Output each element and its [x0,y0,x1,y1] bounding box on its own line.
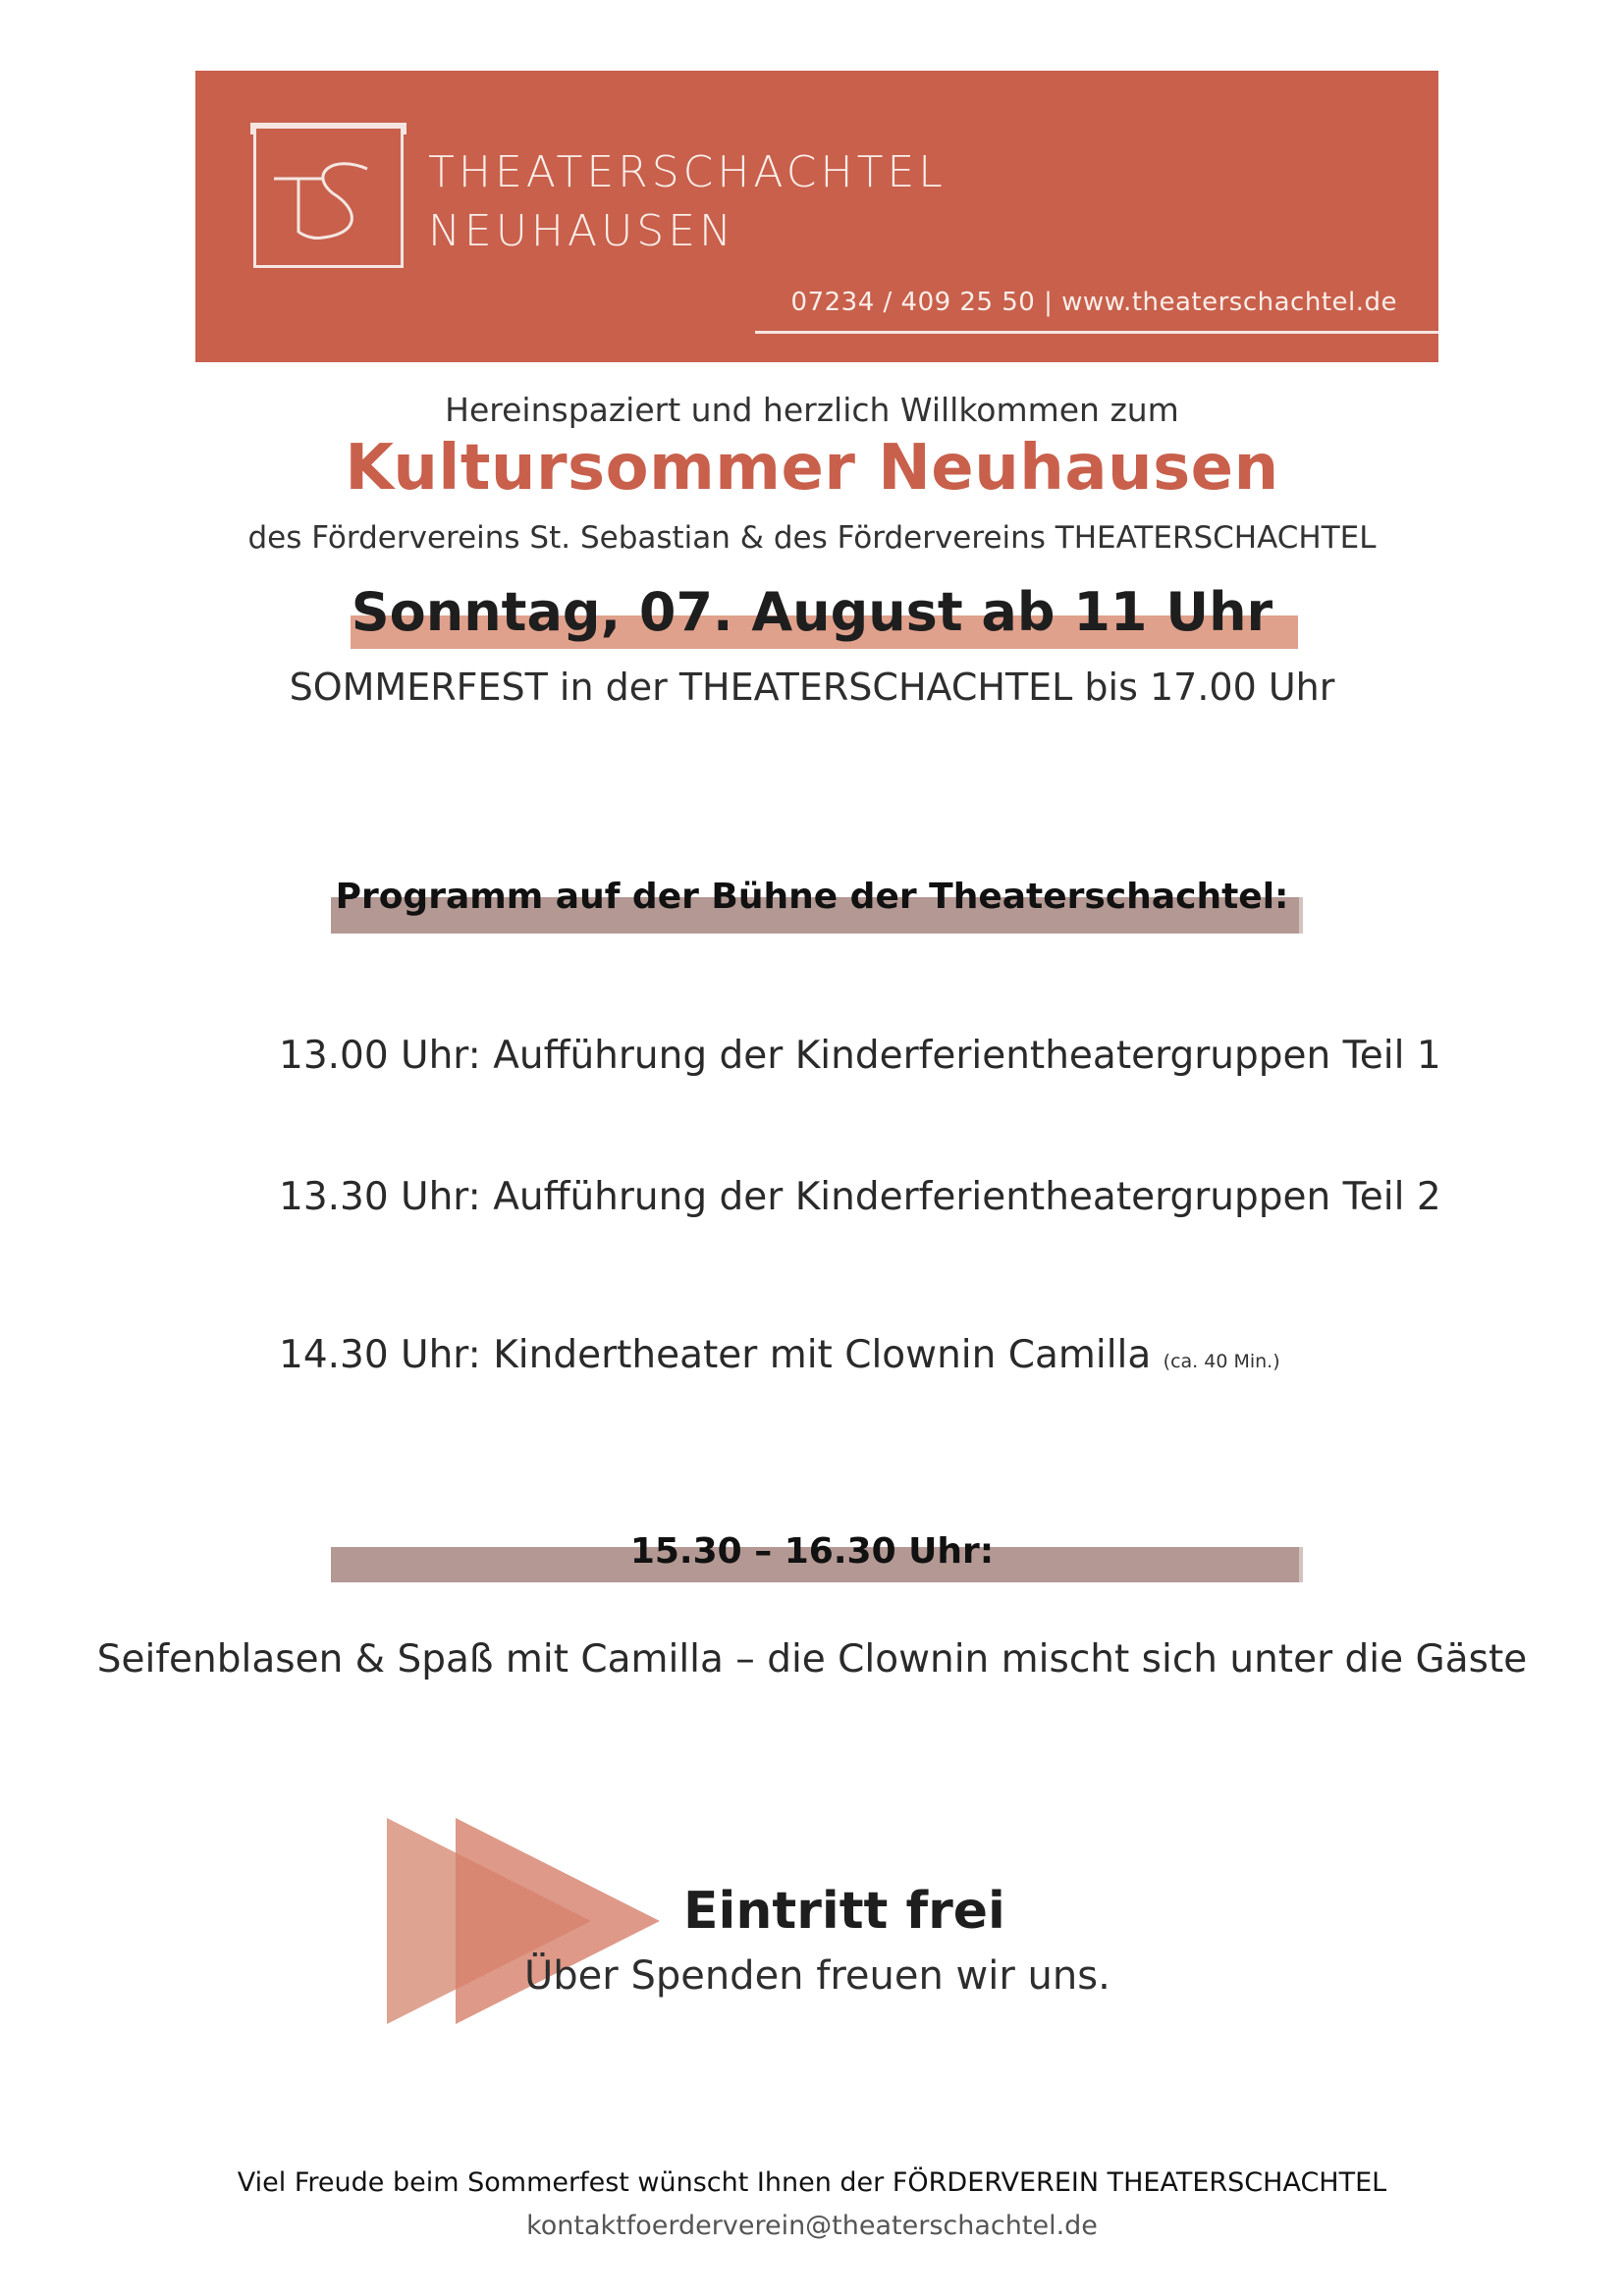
admission-title: Eintritt frei [683,1882,1005,1941]
admission-subtitle: Über Spenden freuen wir uns. [524,1953,1110,1999]
program-item: 13.30 Uhr: Aufführung der Kinderferientheatergruppen Teil 2 [279,1175,1441,1219]
banner-rule [755,331,1438,334]
program-item [279,1333,1280,1377]
event-title: Kultursommer Neuhausen [345,432,1279,505]
event-date: Sonntag, 07. August ab 11 Uhr [351,581,1273,643]
footer-thanks: Viel Freude beim Sommerfest wünscht Ihnen der FÖRDERVEREIN THEATERSCHACHTEL [237,2167,1387,2198]
program-item-text: 14.30 Uhr: Kindertheater mit Clownin Camilla [279,1333,1152,1377]
duration-note: (ca. 40 Min.) [1163,1351,1280,1372]
intro-text: Hereinspaziert und herzlich Willkommen zum [445,391,1179,429]
time-slot-heading: 15.30 – 16.30 Uhr: [629,1531,995,1572]
header-banner [195,71,1438,362]
time-slot-description: Seifenblasen & Spaß mit Camilla – die Clownin mischt sich unter die Gäste [96,1637,1528,1682]
brand-name-line2: NEUHAUSEN [428,206,735,256]
brand-name-line1: THEATERSCHACHTEL [428,147,947,197]
program-heading: Programm auf der Bühne der Theaterschachtel: [335,877,1289,917]
footer-email: kontaktfoerderverein@theaterschachtel.de [526,2211,1098,2241]
organizers-text: des Fördervereins St. Sebastian & des Fördervereins THEATERSCHACHTEL [247,520,1377,556]
ts-logo-icon [264,149,392,257]
fest-info: SOMMERFEST in der THEATERSCHACHTEL bis 17.00 Uhr [289,666,1335,709]
contact-info: 07234 / 409 25 50 | www.theaterschachtel.de [790,288,1397,317]
program-item: 13.00 Uhr: Aufführung der Kinderferientheatergruppen Teil 1 [279,1034,1441,1078]
